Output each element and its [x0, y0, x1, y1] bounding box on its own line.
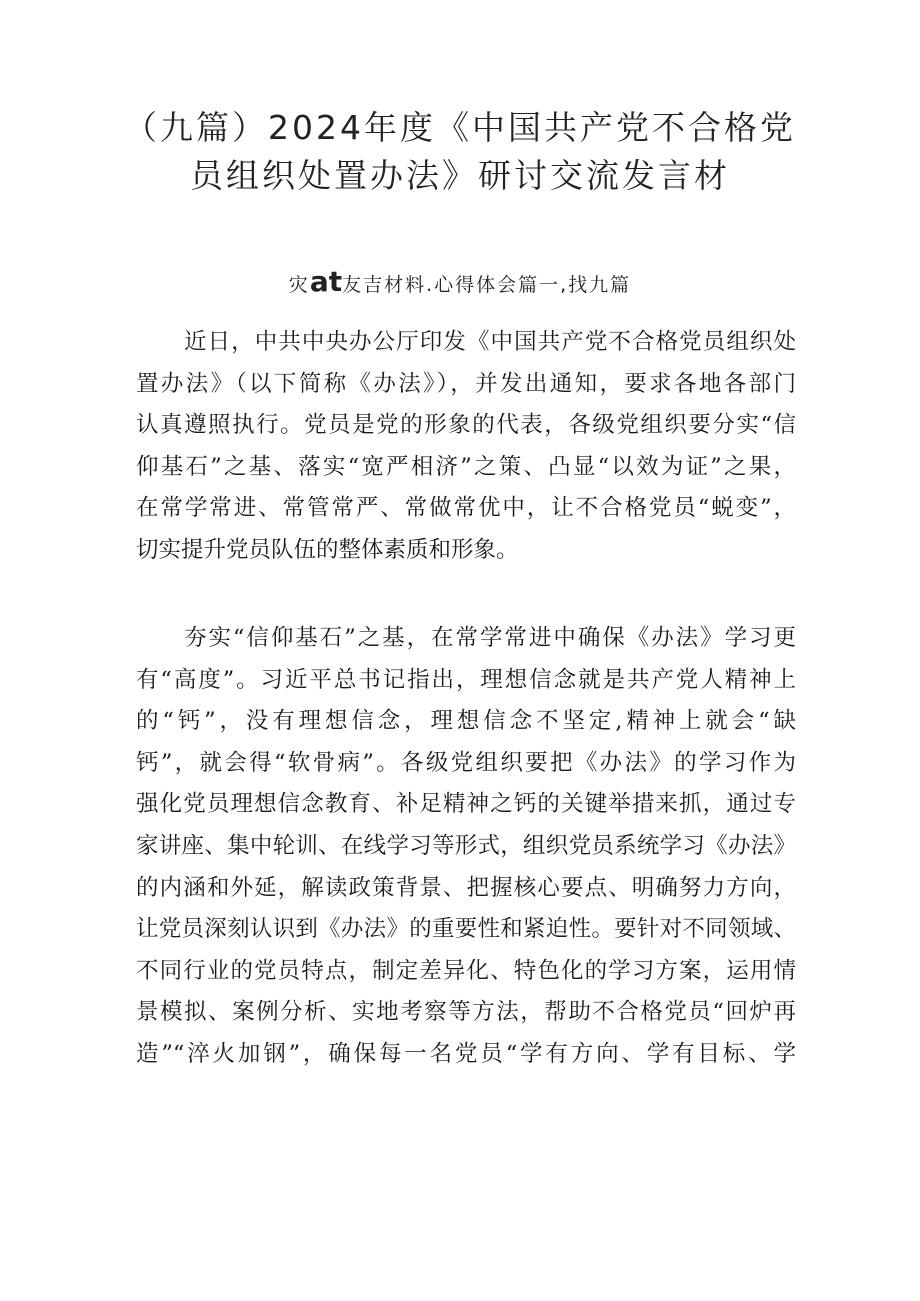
paragraph-line: 造”“淬火加钢”，确保每一名党员“学有方向、学有目标、学	[136, 1040, 796, 1067]
paragraph-line: 夯实“信仰基石”之基，在常学常进中确保《办法》学习更	[184, 625, 796, 651]
paragraph-line: 景模拟、案例分析、实地考察等方法，帮助不合格党员“回炉再	[136, 999, 796, 1026]
paragraph-line: 的内涵和外延，解读政策背景、把握核心要点、明确努力方向，	[136, 874, 796, 901]
document-title-line-2: 员组织处置办法》研讨交流发言材	[190, 156, 730, 195]
paragraph-line: 不同行业的党员特点，制定差异化、特色化的学习方案，运用情	[136, 957, 796, 984]
document-subtitle	[160, 265, 760, 298]
subtitle-prefix: 灾	[288, 274, 310, 296]
paragraph-line: 家讲座、集中轮训、在线学习等形式，组织党员系统学习《办法》	[136, 832, 796, 859]
paragraph-line: 让党员深刻认识到《办法》的重要性和紧迫性。要针对不同领域、	[136, 916, 796, 943]
paragraph-line: 的“钙”，没有理想信念，理想信念不坚定,精神上就会“缺	[136, 708, 796, 735]
paragraph-line: 仰基石”之基、落实“宽严相济”之策、凸显“以效为证”之果，	[136, 453, 796, 480]
paragraph-line: 在常学常进、常管常严、常做常优中，让不合格党员“蜕变”，	[136, 495, 796, 522]
paragraph-line: 有“高度”。习近平总书记指出，理想信念就是共产党人精神上	[136, 666, 796, 693]
paragraph-1	[136, 322, 796, 572]
paragraph-line: 近日，中共中央办公厅印发《中国共产党不合格党员组织处	[184, 329, 796, 355]
subtitle-suffix: 友吉材料.心得体会篇一,找九篇	[342, 274, 632, 296]
paragraph-2	[136, 618, 796, 1076]
paragraph-line: 钙”，就会得“软骨病”。各级党组织要把《办法》的学习作为	[136, 749, 796, 776]
subtitle-large-text: at	[309, 265, 343, 298]
paragraph-line: 认真遵照执行。党员是党的形象的代表，各级党组织要分实“信	[136, 412, 796, 439]
document-title-line-1: （九篇）2024年度《中国共产党不合格党	[124, 108, 796, 147]
paragraph-line: 强化党员理想信念教育、补足精神之钙的关键举措来抓，通过专	[136, 791, 796, 818]
paragraph-line: 置办法》（以下简称《办法》），并发出通知，要求各地各部门	[136, 370, 796, 397]
paragraph-line: 切实提升党员队伍的整体素质和形象。	[136, 536, 519, 563]
